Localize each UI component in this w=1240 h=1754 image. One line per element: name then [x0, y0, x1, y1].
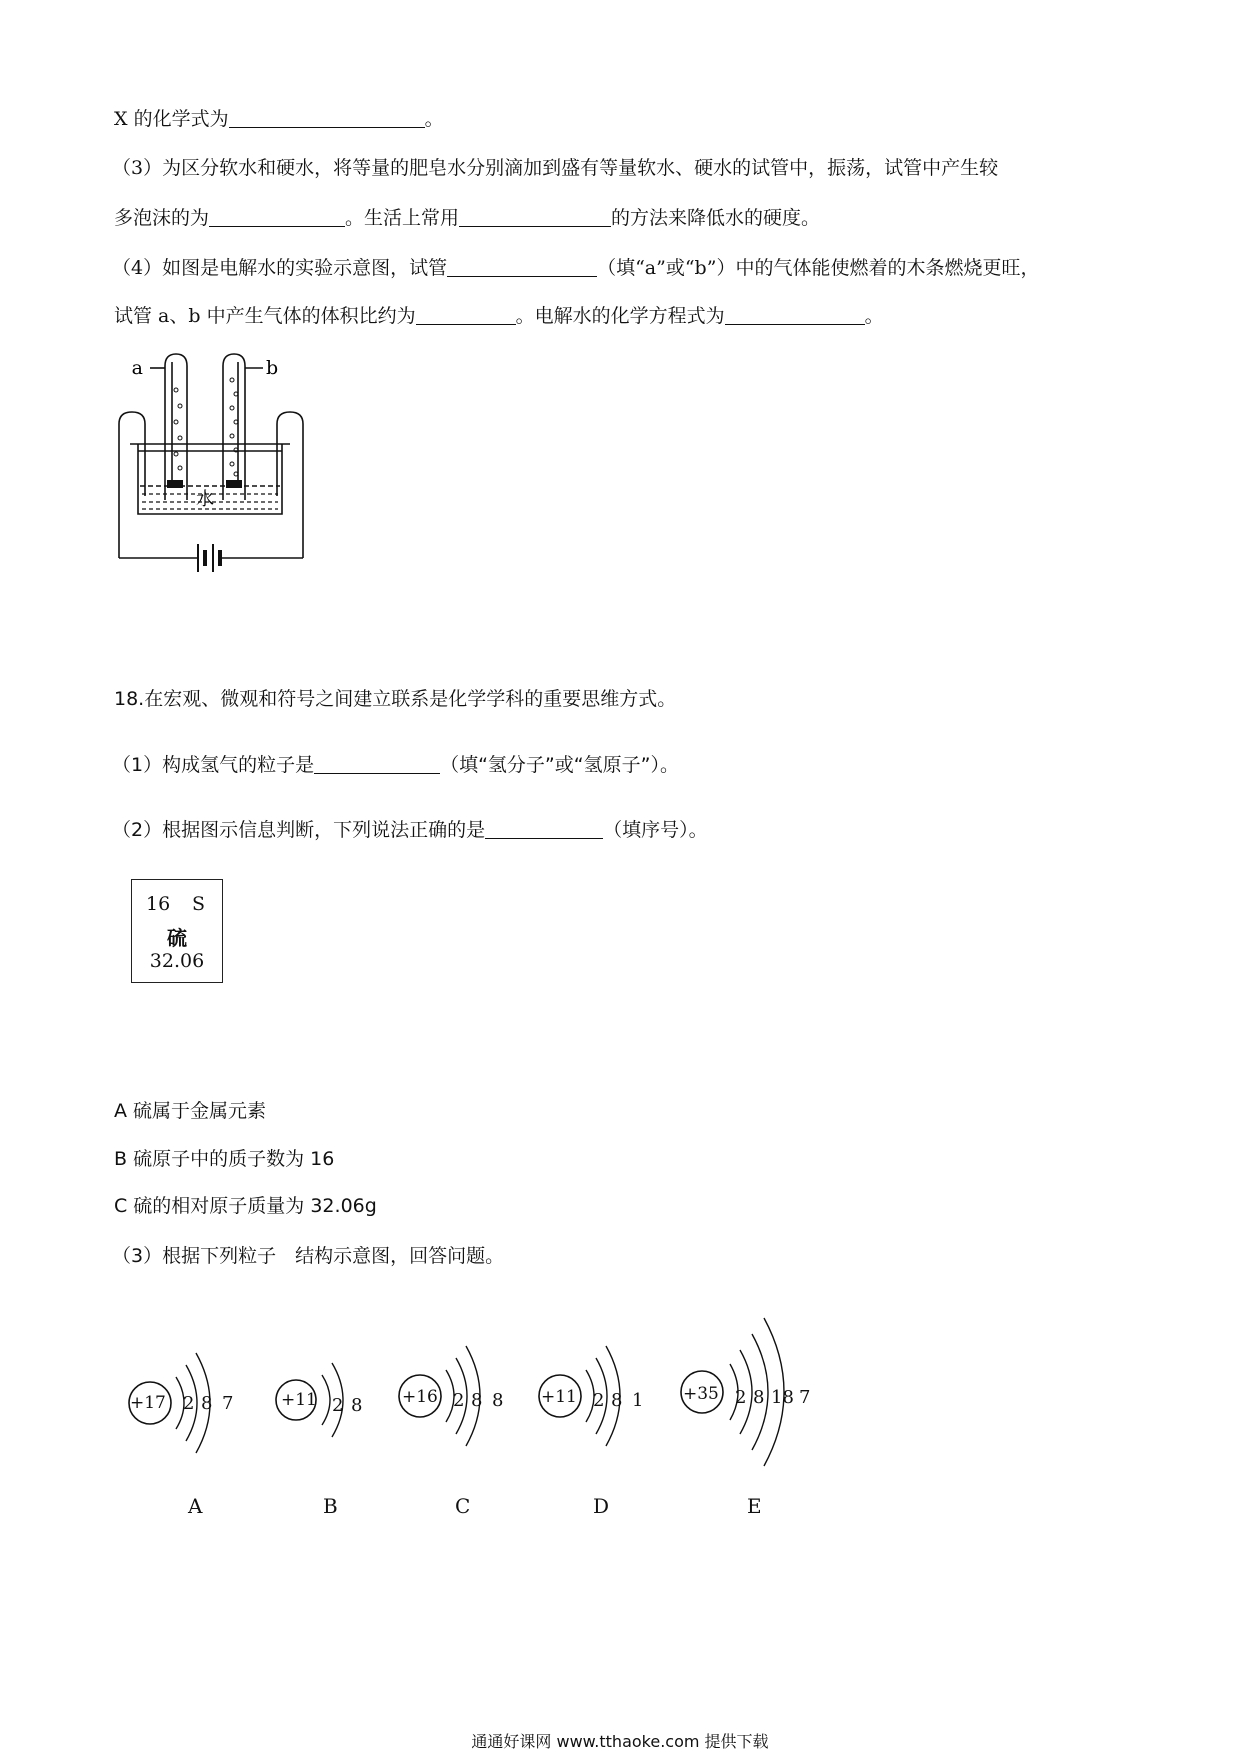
q17-line-x-formula: X 的化学式为 。	[114, 108, 444, 130]
atom-e-nucleus: +35	[683, 1384, 719, 1404]
atom-c-nucleus: +16	[402, 1387, 438, 1407]
answer-blank[interactable]	[416, 306, 516, 325]
atom-b-nucleus: +11	[281, 1390, 317, 1410]
q17-part4-line2: 试管 a、b 中产生气体的体积比约为 。电解水的化学方程式为 。	[114, 305, 884, 327]
q18-stem: 18.在宏观、微观和符号之间建立联系是化学学科的重要思维方式。	[114, 688, 677, 710]
atomic-mass: 32.06	[149, 950, 205, 972]
answer-blank[interactable]	[725, 306, 865, 325]
atom-b-label: B	[323, 1494, 338, 1518]
option-c: C 硫的相对原子质量为 32.06g	[114, 1195, 377, 1217]
answer-blank[interactable]	[314, 755, 440, 774]
q18-part1: （1）构成氢气的粒子是 （填“氢分子”或“氢原子”）。	[112, 754, 679, 776]
answer-blank[interactable]	[229, 109, 425, 128]
page-footer: 通通好课网 www.tthaoke.com 提供下载	[471, 1732, 769, 1751]
answer-blank[interactable]	[209, 208, 345, 227]
electrolysis-diagram	[110, 350, 310, 592]
atom-d-nucleus: +11	[541, 1387, 577, 1407]
q17-part3-line1: （3）为区分软水和硬水，将等量的肥皂水分别滴加到盛有等量软水、硬水的试管中，振荡，试管中产生较	[112, 157, 999, 179]
atom-a-label: A	[188, 1494, 203, 1518]
answer-blank[interactable]	[447, 258, 597, 277]
q17-part3-line2: 多泡沫的为 。生活上常用 的方法来降低水的硬度。	[114, 207, 821, 229]
water-label: 水	[196, 489, 214, 510]
q18-part3: （3）根据下列粒子 结构示意图，回答问题。	[112, 1245, 505, 1267]
tube-b-label: b	[266, 357, 279, 379]
atomic-number: 16	[146, 893, 171, 915]
atom-d-label: D	[593, 1494, 610, 1518]
option-a: A 硫属于金属元素	[114, 1100, 267, 1122]
q17-part4-line1: （4）如图是电解水的实验示意图，试管 （填“a”或“b”）中的气体能使燃着的木条燃烧更旺，	[112, 257, 1040, 279]
element-name: 硫	[167, 926, 187, 950]
answer-blank[interactable]	[485, 820, 603, 839]
q18-part2: （2）根据图示信息判断，下列说法正确的是 （填序号）。	[112, 819, 708, 841]
atom-a-nucleus: +17	[130, 1393, 166, 1413]
element-symbol: S	[192, 893, 206, 915]
option-b: B 硫原子中的质子数为 16	[114, 1148, 335, 1170]
atom-c-label: C	[455, 1494, 471, 1518]
tube-a-label: a	[131, 357, 143, 379]
sulfur-element-card	[131, 879, 223, 983]
atom-e-label: E	[747, 1494, 762, 1518]
answer-blank[interactable]	[459, 208, 611, 227]
